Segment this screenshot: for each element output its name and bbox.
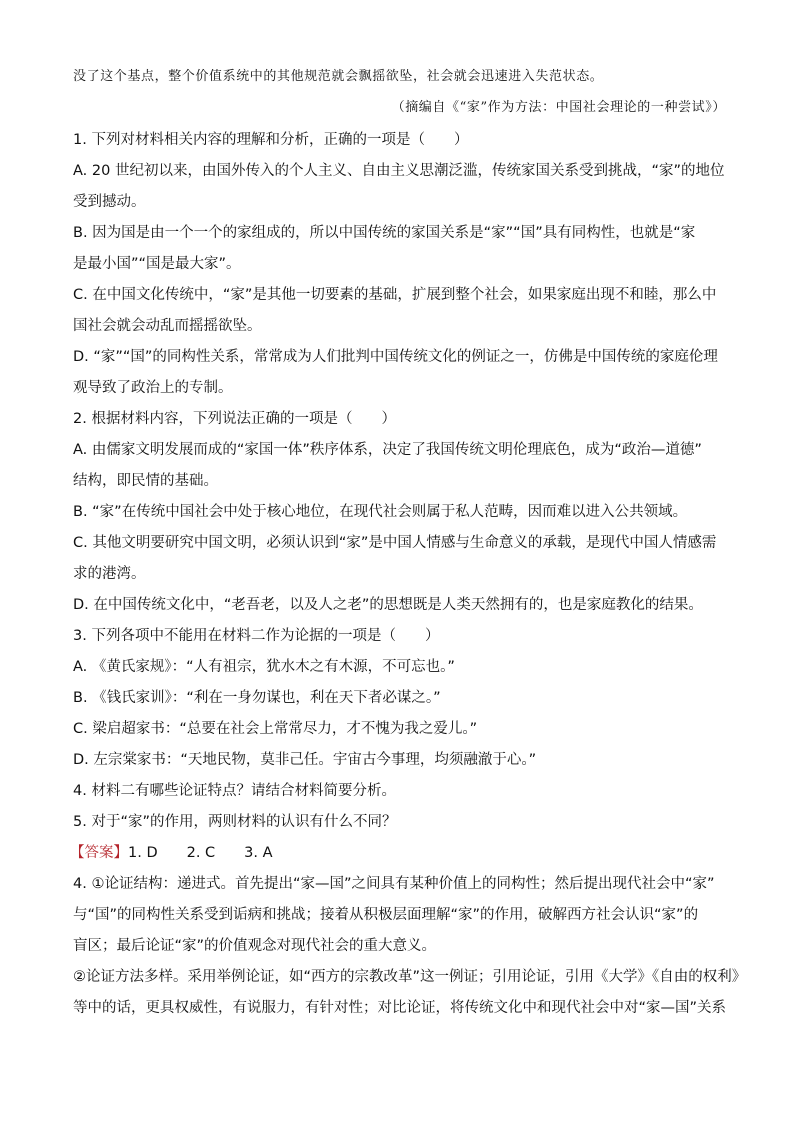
analysis-line-5: 等中的话，更具权威性，有说服力，有针对性；对比论证，将传统文化中和现代社会中对“家—国”关系 xyxy=(73,1000,727,1016)
question-1-stem: 1. 下列对材料相关内容的理解和分析，正确的一项是（ ） xyxy=(73,132,469,148)
answer-line xyxy=(70,843,273,863)
source-citation: （摘编自《“家”作为方法：中国社会理论的一种尝试》） xyxy=(391,100,726,115)
question-1-option-b: B. 因为国是由一个一个的家组成的，所以中国传统的家国关系是“家”“国”具有同构性，也就是“家 xyxy=(73,225,696,241)
question-1-option-d-cont: 观导致了政治上的专制。 xyxy=(73,380,233,396)
question-3-option-c: C. 梁启超家书：“总要在社会上常常尽力，才不愧为我之爱儿。” xyxy=(73,721,478,737)
question-4-stem: 4. 材料二有哪些论证特点？请结合材料简要分析。 xyxy=(73,783,396,799)
question-1-option-b-cont: 是最小国”“国是最大家”。 xyxy=(73,256,241,272)
question-1-option-c-cont: 国社会就会动乱而摇摇欲坠。 xyxy=(73,318,262,334)
analysis-line-2: 与“国”的同构性关系受到诟病和挑战；接着从积极层面理解“家”的作用，破解西方社会认识“家”的 xyxy=(73,907,699,923)
intro-line: 没了这个基点，整个价值系统中的其他规范就会飘摇欲坠，社会就会迅速进入失范状态。 xyxy=(73,69,604,84)
question-3-option-a: A. 《黄氏家规》：“人有祖宗，犹水木之有木源，不可忘也。” xyxy=(73,659,455,675)
question-1-option-d: D. “家”“国”的同构性关系，常常成为人们批判中国传统文化的例证之一，仿佛是中国传统的家庭伦理 xyxy=(73,349,718,365)
question-2-option-b: B. “家”在传统中国社会中处于核心地位，在现代社会则属于私人范畴，因而难以进入公共领域。 xyxy=(73,504,688,520)
question-3-stem: 3. 下列各项中不能用在材料二作为论据的一项是（ ） xyxy=(73,628,440,644)
question-3-option-b: B. 《钱氏家训》：“利在一身勿谋也，利在天下者必谋之。” xyxy=(73,690,441,706)
question-2-option-a: A. 由儒家文明发展而成的“家国一体”秩序体系，决定了我国传统文明伦理底色，成为“政治—道德” xyxy=(73,442,702,458)
question-1-option-c: C. 在中国文化传统中，“家”是其他一切要素的基础，扩展到整个社会，如果家庭出现不和睦，那么中 xyxy=(73,287,717,303)
question-2-option-d: D. 在中国传统文化中，“老吾老，以及人之老”的思想既是人类天然拥有的，也是家庭教化的结果。 xyxy=(73,597,703,613)
analysis-line-1: 4. ①论证结构：递进式。首先提出“家—国”之间具有某种价值上的同构性；然后提出现代社会中“家” xyxy=(73,876,715,892)
answer-label: 【答案】 xyxy=(70,845,128,861)
question-1-option-a: A. 20 世纪初以来，由国外传入的个人主义、自由主义思潮泛滥，传统家国关系受到挑战，“家”的地位 xyxy=(73,163,725,179)
question-2-option-c-cont: 求的港湾。 xyxy=(73,566,146,582)
question-2-option-a-cont: 结构，即民情的基础。 xyxy=(73,473,218,489)
question-5-stem: 5. 对于“家”的作用，两则材料的认识有什么不同？ xyxy=(73,814,397,830)
question-1-option-a-cont: 受到撼动。 xyxy=(73,194,146,210)
question-2-stem: 2. 根据材料内容，下列说法正确的一项是（ ） xyxy=(73,411,396,427)
analysis-line-3: 盲区；最后论证“家”的价值观念对现代社会的重大意义。 xyxy=(73,938,437,954)
question-2-option-c: C. 其他文明要研究中国文明，必须认识到“家”是中国人情感与生命意义的承载，是现代中国人情感需 xyxy=(73,535,717,551)
question-3-option-d: D. 左宗棠家书：“天地民物，莫非己任。宇宙古今事理，均须融澈于心。” xyxy=(73,752,537,768)
analysis-line-4: ②论证方法多样。采用举例论证，如“西方的宗教改革”这一例证；引用论证，引用《大学》《自由的权利》 xyxy=(73,969,747,985)
answer-choices: 1. D 2. C 3. A xyxy=(128,845,273,861)
